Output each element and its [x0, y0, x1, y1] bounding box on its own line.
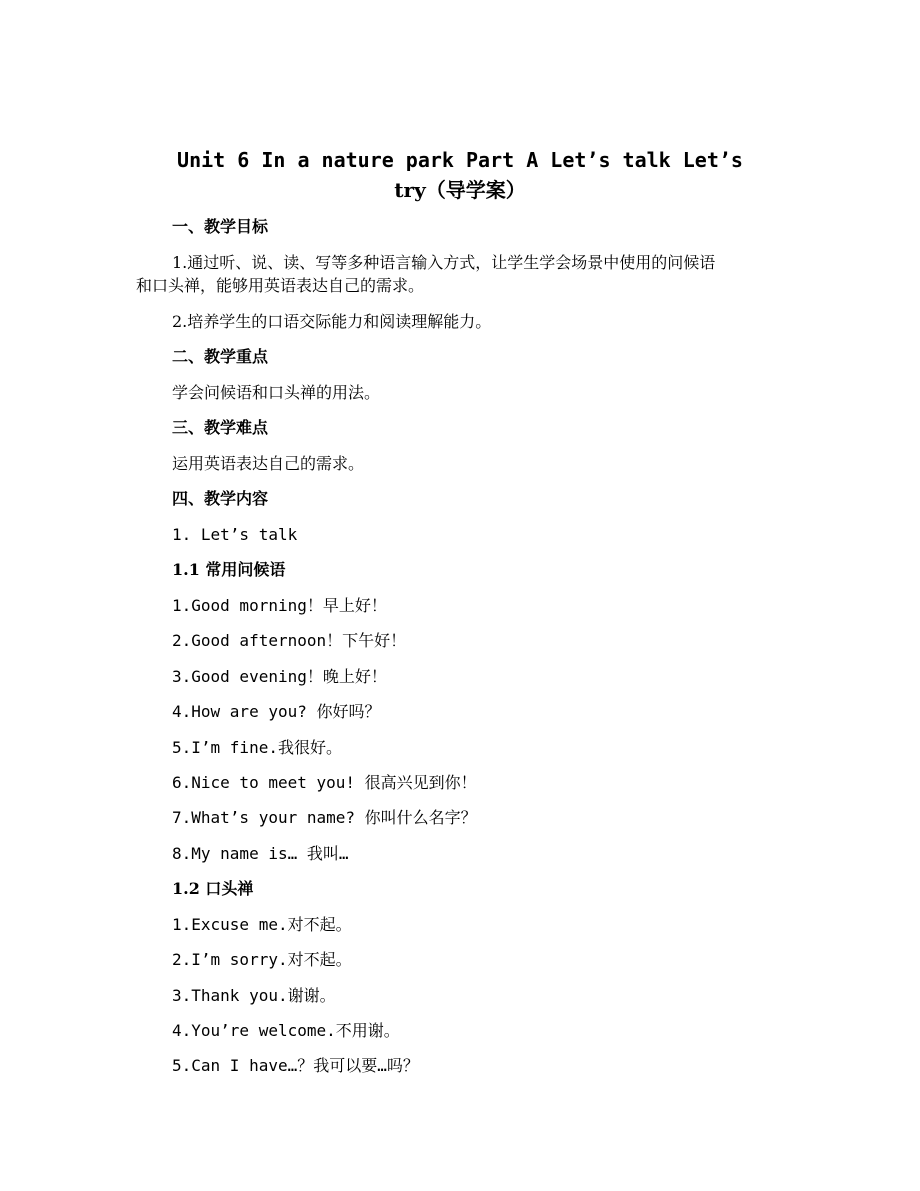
phrase-item: 1.Excuse me.对不起。 — [172, 915, 352, 934]
objective-1-line1: 1.通过听、说、读、写等多种语言输入方式，让学生学会场景中使用的问候语 — [172, 253, 716, 272]
subsection-lets-talk: 1. Let’s talk — [172, 525, 298, 544]
section-heading-difficulties: 三、教学难点 — [172, 418, 269, 437]
document-title-line1: Unit 6 In a nature park Part A Let’s talk Let’s — [177, 148, 743, 172]
difficulty-1: 运用英语表达自己的需求。 — [172, 454, 365, 473]
greeting-item: 4.How are you? 你好吗？ — [172, 702, 381, 721]
greeting-item: 6.Nice to meet you! 很高兴见到你！ — [172, 773, 477, 792]
subsection-greetings: 1.1 常用问候语 — [172, 560, 286, 579]
greeting-item: 2.Good afternoon！下午好！ — [172, 631, 407, 650]
phrase-item: 3.Thank you.谢谢。 — [172, 986, 336, 1005]
section-heading-content: 四、教学内容 — [172, 489, 269, 508]
objective-1-line2: 和口头禅，能够用英语表达自己的需求。 — [136, 276, 425, 295]
greeting-item: 5.I’m fine.我很好。 — [172, 738, 342, 757]
greeting-item: 8.My name is… 我叫… — [172, 844, 349, 863]
greeting-item: 7.What’s your name? 你叫什么名字？ — [172, 808, 477, 827]
phrase-item: 5.Can I have…？我可以要…吗？ — [172, 1056, 419, 1075]
phrase-item: 4.You’re welcome.不用谢。 — [172, 1021, 400, 1040]
objective-2: 2.培养学生的口语交际能力和阅读理解能力。 — [172, 312, 492, 331]
section-heading-objectives: 一、教学目标 — [172, 217, 269, 236]
key-point-1: 学会问候语和口头禅的用法。 — [172, 383, 381, 402]
greeting-item: 1.Good morning！早上好！ — [172, 596, 387, 615]
greeting-item: 3.Good evening！晚上好！ — [172, 667, 387, 686]
document-title-line2: try（导学案） — [394, 178, 526, 202]
section-heading-key-points: 二、教学重点 — [172, 347, 269, 366]
subsection-phrases: 1.2 口头禅 — [172, 879, 254, 898]
phrase-item: 2.I’m sorry.对不起。 — [172, 950, 352, 969]
